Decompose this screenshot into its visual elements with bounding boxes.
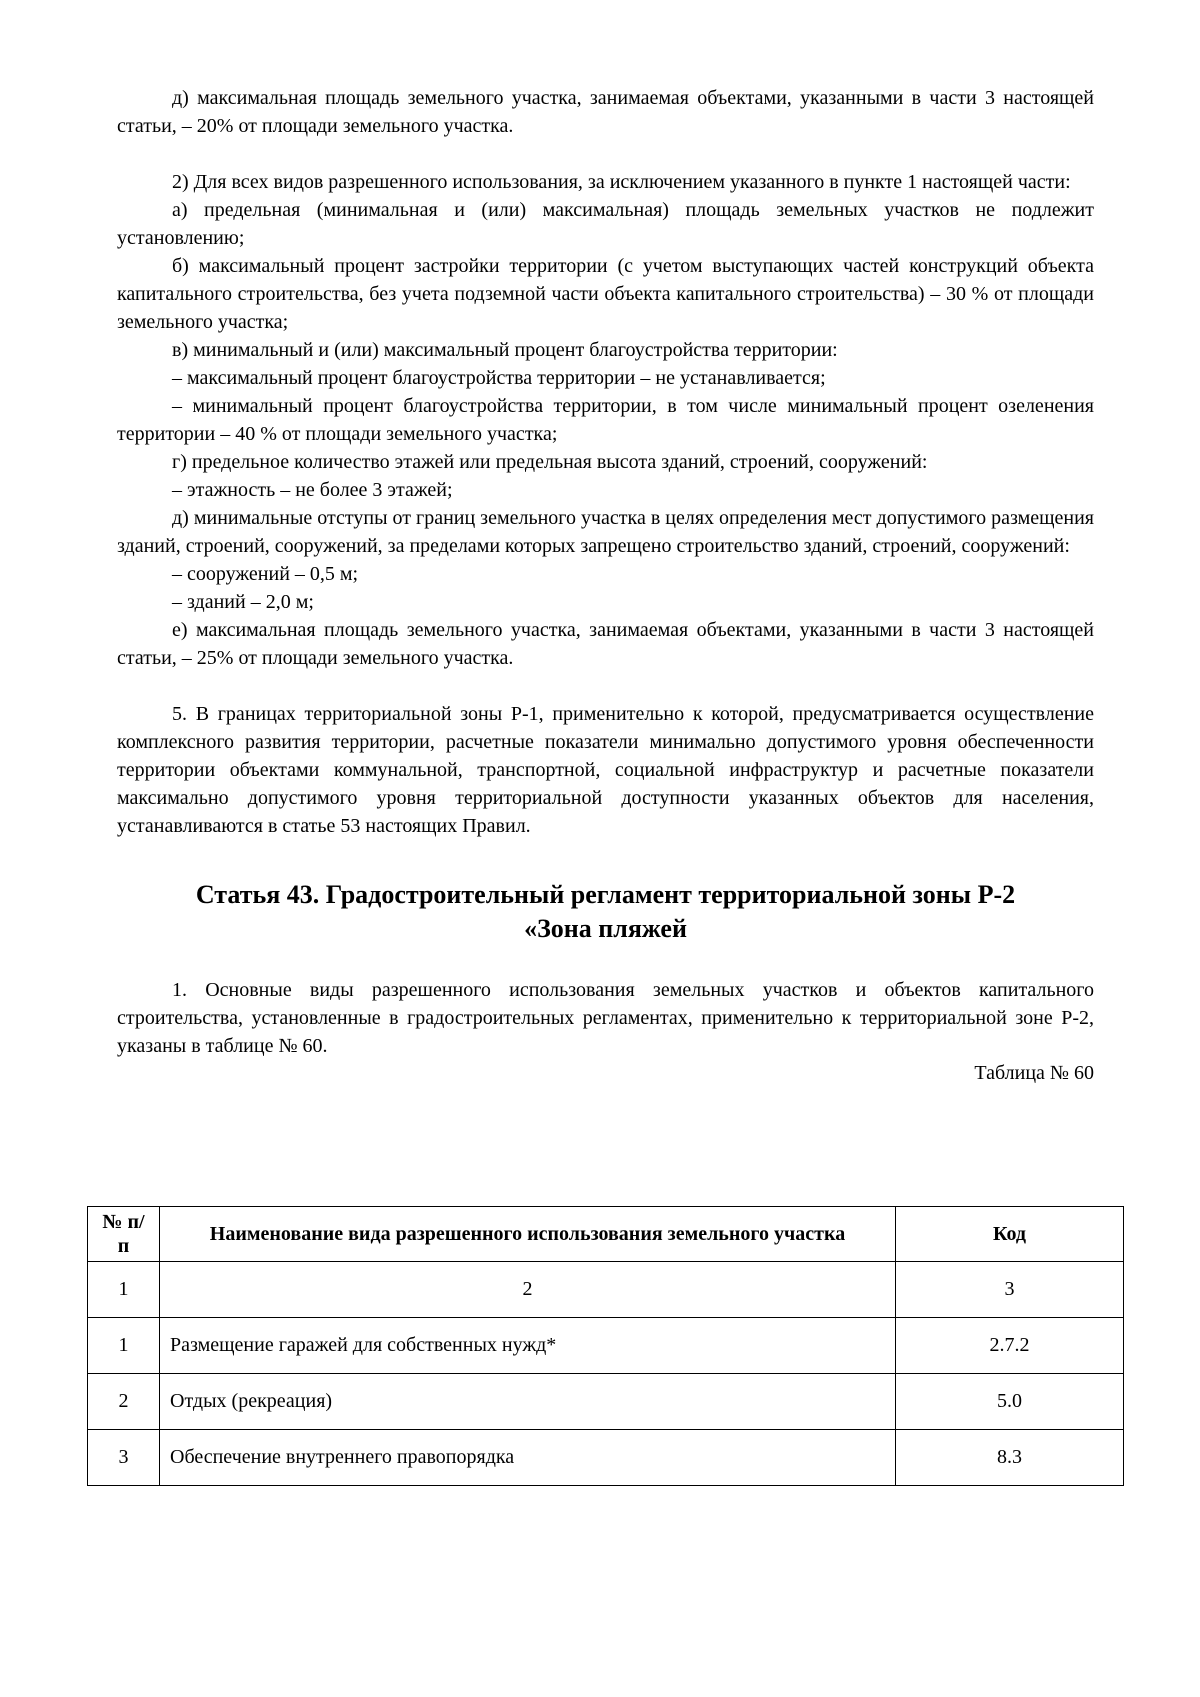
row-name: Отдых (рекреация) <box>160 1374 896 1430</box>
paragraph-2e: е) максимальная площадь земельного участка, занимаемая объектами, указанными в части 3 настоящей статьи, – 25% от площади земельного участка. <box>117 619 1094 669</box>
row-name: Обеспечение внутреннего правопорядка <box>160 1430 896 1486</box>
paragraph-2d-item1: – сооружений – 0,5 м; <box>172 563 359 585</box>
article-paragraph-1: 1. Основные виды разрешенного использования земельных участков и объектов капитального строительства, установленные в градостроительных регламентах, применительно к территориальной зоне Р-2, указаны в таблице № 60. <box>117 979 1094 1057</box>
paragraph-2g: г) предельное количество этажей или предельная высота зданий, строений, сооружений: <box>172 451 928 473</box>
article-heading-line2: «Зона пляжей <box>524 914 687 943</box>
row-num: 2 <box>88 1374 160 1430</box>
table-row <box>88 1374 1124 1430</box>
paragraph-2a: а) предельная (минимальная и (или) максимальная) площадь земельных участков не подлежит установлению; <box>117 199 1094 249</box>
spacer <box>117 140 1094 168</box>
paragraph-2v-item1: – максимальный процент благоустройства территории – не устанавливается; <box>172 367 826 389</box>
row-num: 3 <box>88 1430 160 1486</box>
paragraph-2v: в) минимальный и (или) максимальный процент благоустройства территории: <box>172 339 838 361</box>
row-code: 2.7.2 <box>896 1318 1124 1374</box>
paragraph-2b: б) максимальный процент застройки территории (с учетом выступающих частей конструкций объекта капитального строительства, без учета подземной части объекта капитального строительства) – 30 % от площади земельного участка; <box>117 255 1094 333</box>
paragraph-d-area-20: д) максимальная площадь земельного участка, занимаемая объектами, указанными в части 3 настоящей статьи, – 20% от площади земельного участка. <box>117 87 1094 137</box>
row-num: 1 <box>88 1318 160 1374</box>
paragraph-2d-item2: – зданий – 2,0 м; <box>172 591 314 613</box>
paragraph-2g-item1: – этажность – не более 3 этажей; <box>172 479 453 501</box>
index-cell: 2 <box>160 1262 896 1318</box>
spacer <box>117 946 1094 976</box>
header-name: Наименование вида разрешенного использования земельного участка <box>160 1207 896 1262</box>
table-row <box>88 1430 1124 1486</box>
table-caption: Таблица № 60 <box>974 1062 1094 1084</box>
row-code: 5.0 <box>896 1374 1124 1430</box>
paragraph-2v-item2: – минимальный процент благоустройства территории, в том числе минимальный процент озеленения территории – 40 % от площади земельного участка; <box>117 395 1094 445</box>
spacer <box>117 840 1094 878</box>
document-page <box>117 84 1094 1086</box>
index-cell: 1 <box>88 1262 160 1318</box>
index-cell: 3 <box>896 1262 1124 1318</box>
header-num: № п/п <box>88 1207 160 1262</box>
land-use-table <box>87 1206 1124 1486</box>
paragraph-2d: д) минимальные отступы от границ земельного участка в целях определения мест допустимого размещения зданий, строений, сооружений, за пределами которых запрещено строительство зданий, строений, сооружений: <box>117 507 1094 557</box>
header-code: Код <box>896 1207 1124 1262</box>
row-name: Размещение гаражей для собственных нужд* <box>160 1318 896 1374</box>
table-index-row <box>88 1262 1124 1318</box>
table-row <box>88 1318 1124 1374</box>
row-code: 8.3 <box>896 1430 1124 1486</box>
paragraph-2: 2) Для всех видов разрешенного использования, за исключением указанного в пункте 1 настоящей части: <box>172 171 1071 193</box>
paragraph-5: 5. В границах территориальной зоны Р-1, применительно к которой, предусматривается осуществление комплексного развития территории, расчетные показатели минимально допустимого уровня обеспеченности территории объектами коммунальной, транспортной, социальной инфраструктур и расчетные показатели максимально допустимого уровня территориальной доступности указанных объектов для населения, устанавливаются в статье 53 настоящих Правил. <box>117 703 1094 837</box>
article-heading-line1: Статья 43. Градостроительный регламент территориальной зоны Р-2 <box>195 880 1016 909</box>
table-header-row <box>88 1207 1124 1262</box>
spacer <box>117 672 1094 700</box>
